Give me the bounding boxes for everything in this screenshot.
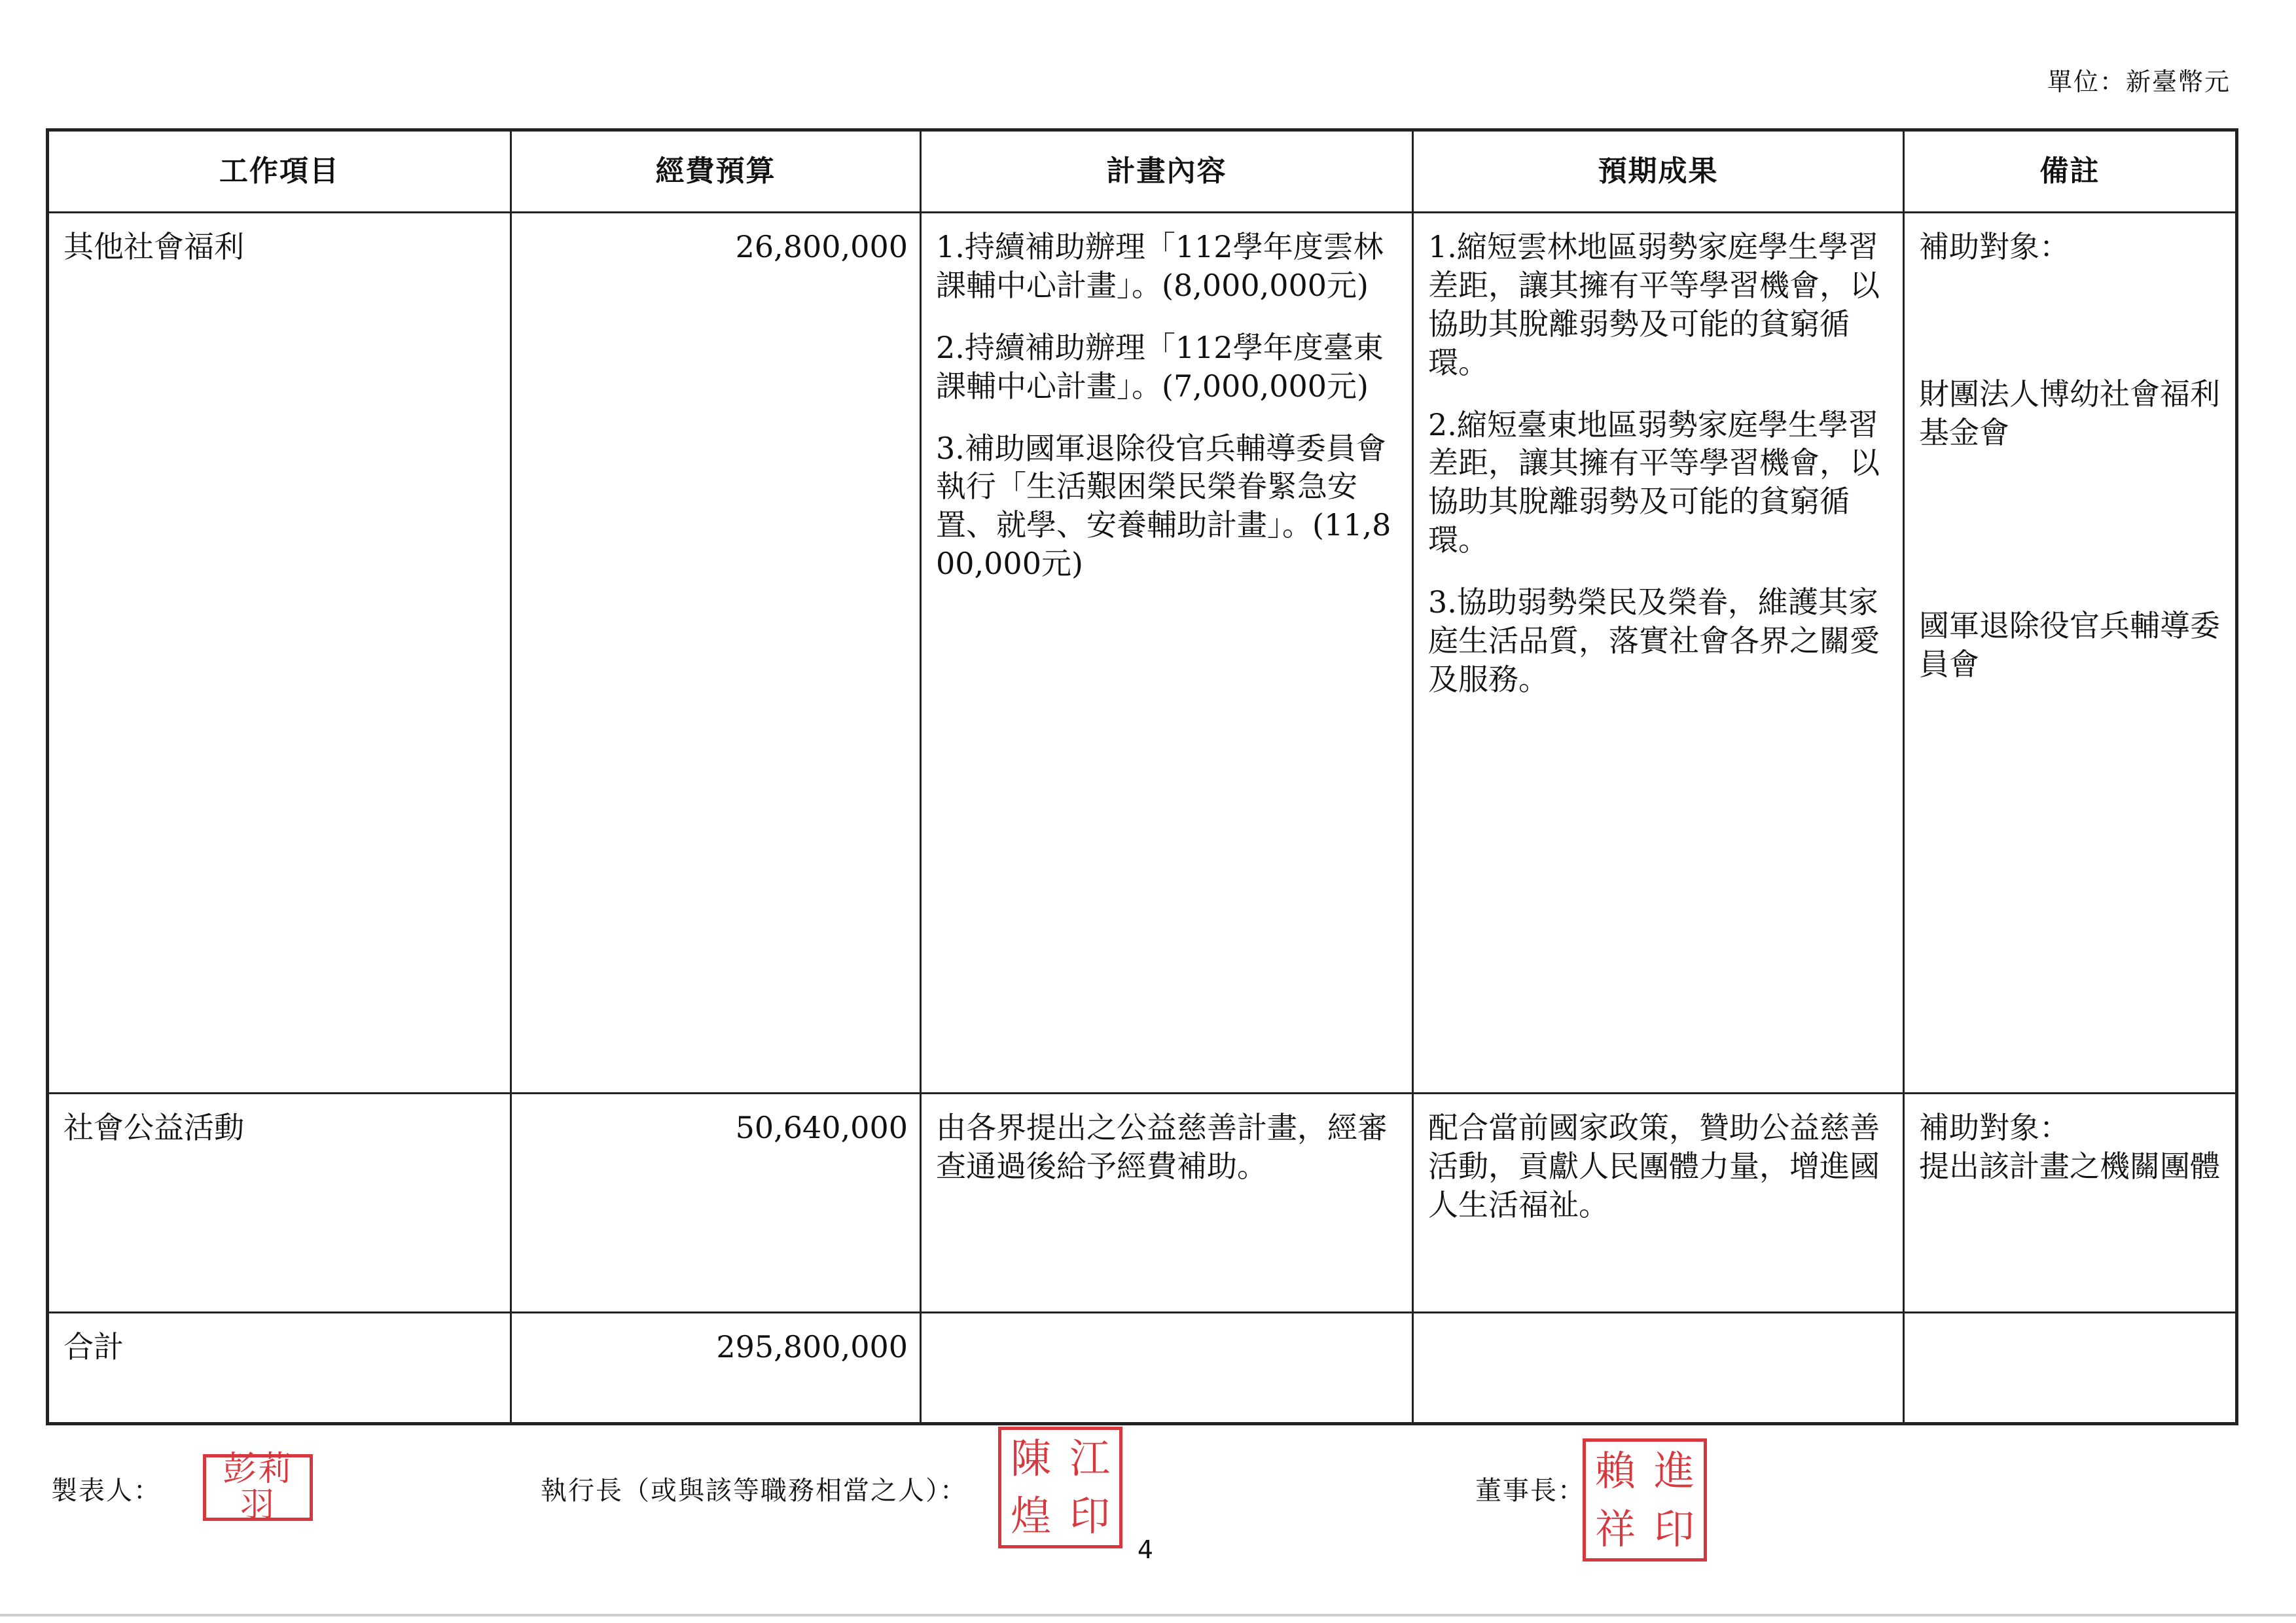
header-outcome: 預期成果 xyxy=(1413,130,1904,213)
note-subsidy-label: 補助對象： xyxy=(1919,229,2070,264)
seal-char: 陳 xyxy=(1010,1435,1051,1483)
plan-paragraph: 2.持續補助辦理「112學年度臺東課輔中心計畫」。(7,000,000元) xyxy=(936,329,1384,404)
row-note xyxy=(1904,213,2237,1094)
seal-char: 進 xyxy=(1653,1446,1695,1495)
ceo-seal xyxy=(998,1427,1122,1548)
outcome-paragraph: 2.縮短臺東地區弱勢家庭學生學習差距，讓其擁有平等學習機會，以協助其脫離弱勢及可能的貧窮循環。 xyxy=(1428,406,1880,558)
ceo-label: 執行長（或與該等職務相當之人）： xyxy=(541,1476,967,1506)
seal-char: 江 xyxy=(1069,1435,1110,1483)
row-budget: 26,800,000 xyxy=(511,213,921,1094)
row-outcome xyxy=(1413,1094,1904,1313)
plan-paragraph: 3.補助國軍退除役官兵輔導委員會執行「生活艱困榮民榮眷緊急安置、就學、安養輔助計畫」。(11,800,000元) xyxy=(936,430,1391,582)
chair-label: 董事長： xyxy=(1475,1476,1585,1506)
table-row xyxy=(48,1094,2237,1313)
table-header-row xyxy=(48,130,2237,213)
row-budget: 50,640,000 xyxy=(511,1094,921,1313)
outcome-paragraph: 配合當前國家政策，贊助公益慈善活動，貢獻人民團體力量，增進國人生活福祉。 xyxy=(1428,1110,1880,1222)
note-recipient: 提出該計畫之機關團體 xyxy=(1919,1148,2220,1184)
outcome-paragraph: 1.縮短雲林地區弱勢家庭學生學習差距，讓其擁有平等學習機會，以協助其脫離弱勢及可能的貧窮循環。 xyxy=(1428,229,1880,380)
table-row xyxy=(48,213,2237,1094)
header-item: 工作項目 xyxy=(48,130,511,213)
row-note xyxy=(1904,1094,2237,1313)
row-outcome xyxy=(1413,213,1904,1094)
seal-char: 煌 xyxy=(1010,1492,1051,1541)
note-subsidy-label: 補助對象： xyxy=(1919,1110,2070,1145)
row-item: 社會公益活動 xyxy=(48,1094,511,1313)
header-budget: 經費預算 xyxy=(511,130,921,213)
header-plan: 計畫內容 xyxy=(921,130,1413,213)
seal-char: 祥 xyxy=(1594,1505,1636,1553)
page-number: 4 xyxy=(1137,1535,1154,1564)
row-plan xyxy=(921,1094,1413,1313)
seal-char: 賴 xyxy=(1594,1446,1636,1495)
empty-cell xyxy=(921,1313,1413,1424)
empty-cell xyxy=(1413,1313,1904,1424)
outcome-paragraph: 3.協助弱勢榮民及榮眷，維護其家庭生活品質，落實社會各界之關愛及服務。 xyxy=(1428,584,1880,697)
note-recipient: 財團法人博幼社會福利基金會 xyxy=(1919,376,2220,450)
total-label: 合計 xyxy=(48,1313,511,1424)
row-plan xyxy=(921,213,1413,1094)
total-budget: 295,800,000 xyxy=(511,1313,921,1424)
empty-cell xyxy=(1904,1313,2237,1424)
header-note: 備註 xyxy=(1904,130,2237,213)
chair-seal xyxy=(1583,1438,1707,1561)
budget-table xyxy=(46,128,2238,1425)
note-recipient: 國軍退除役官兵輔導委員會 xyxy=(1919,607,2220,682)
table-total-row xyxy=(48,1313,2237,1424)
row-item: 其他社會福利 xyxy=(48,213,511,1094)
plan-paragraph: 1.持續補助辦理「112學年度雲林課輔中心計畫」。(8,000,000元) xyxy=(936,229,1384,303)
seal-char: 印 xyxy=(1653,1505,1695,1553)
seal-char: 印 xyxy=(1069,1492,1110,1541)
preparer-seal: 彭莉羽 xyxy=(203,1454,313,1521)
plan-paragraph: 由各界提出之公益慈善計畫，經審查通過後給予經費補助。 xyxy=(936,1110,1388,1184)
preparer-label: 製表人： xyxy=(51,1476,161,1506)
unit-label: 單位：新臺幣元 xyxy=(2047,67,2231,96)
scan-edge-line xyxy=(0,1614,2296,1616)
